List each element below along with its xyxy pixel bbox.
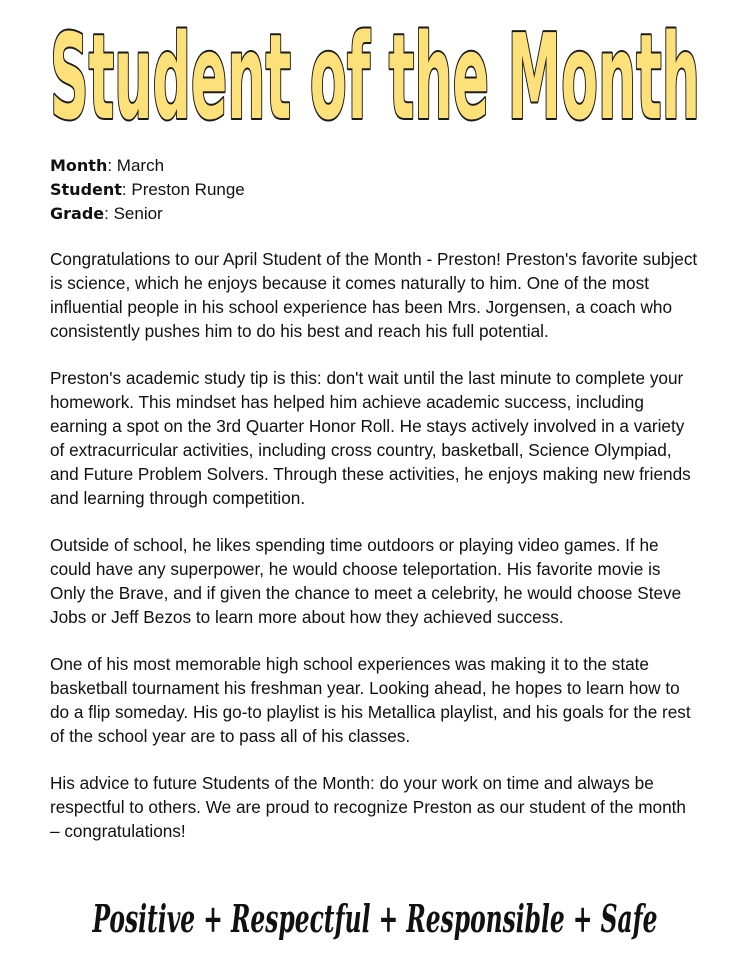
month-label: Month [50,156,108,175]
grade-row [50,202,245,226]
paragraph-advice: His advice to future Students of the Month: do your work on time and always be respectful to others. We are proud to recognize Preston as our student of the month – congratulations! [50,773,686,841]
motto-text: Positive + Respectful + Responsible + Safe [91,896,658,941]
student-value: : Preston Runge [121,180,245,199]
grade-value: : Senior [104,204,163,223]
page-title [0,0,750,150]
student-label: Student [50,180,122,199]
month-value: : March [107,156,165,175]
month-row [50,154,245,178]
paragraph-memorable: One of his most memorable high school experiences was making it to the state basketball tournament his freshman year. Looking ahead, he hopes to learn how to do a flip someday. His go-to playlist is his Metallica playlist, and his goals for the rest of the school year are to pass all of his classes. [50,654,691,746]
title-text: Student of the Month [50,8,700,146]
article-body [50,247,700,866]
student-row [50,178,245,202]
student-info [50,154,245,226]
grade-label: Grade [50,204,105,223]
paragraph-intro: Congratulations to our April Student of the Month - Preston! Preston's favorite subject is science, which he enjoys because it comes naturally to him. One of the most influential people in his school experience has been Mrs. Jorgensen, a coach who consistently pushes him to do his best and reach his full potential. [50,249,698,341]
footer-motto [0,880,750,960]
paragraph-outside-school: Outside of school, he likes spending time outdoors or playing video games. If he could have any superpower, he would choose teleportation. His favorite movie is Only the Brave, and if given the chance to meet a celebrity, he would choose Steve Jobs or Jeff Bezos to learn more about how they achieved success. [50,535,682,627]
paragraph-study-tip: Preston's academic study tip is this: don't wait until the last minute to complete your homework. This mindset has helped him achieve academic success, including earning a spot on the 3rd Quarter Honor Roll. He stays actively involved in a variety of extracurricular activities, including cross country, basketball, Science Olympiad, and Future Problem Solvers. Through these activities, he enjoys making new friends and learning through competition. [50,368,691,508]
